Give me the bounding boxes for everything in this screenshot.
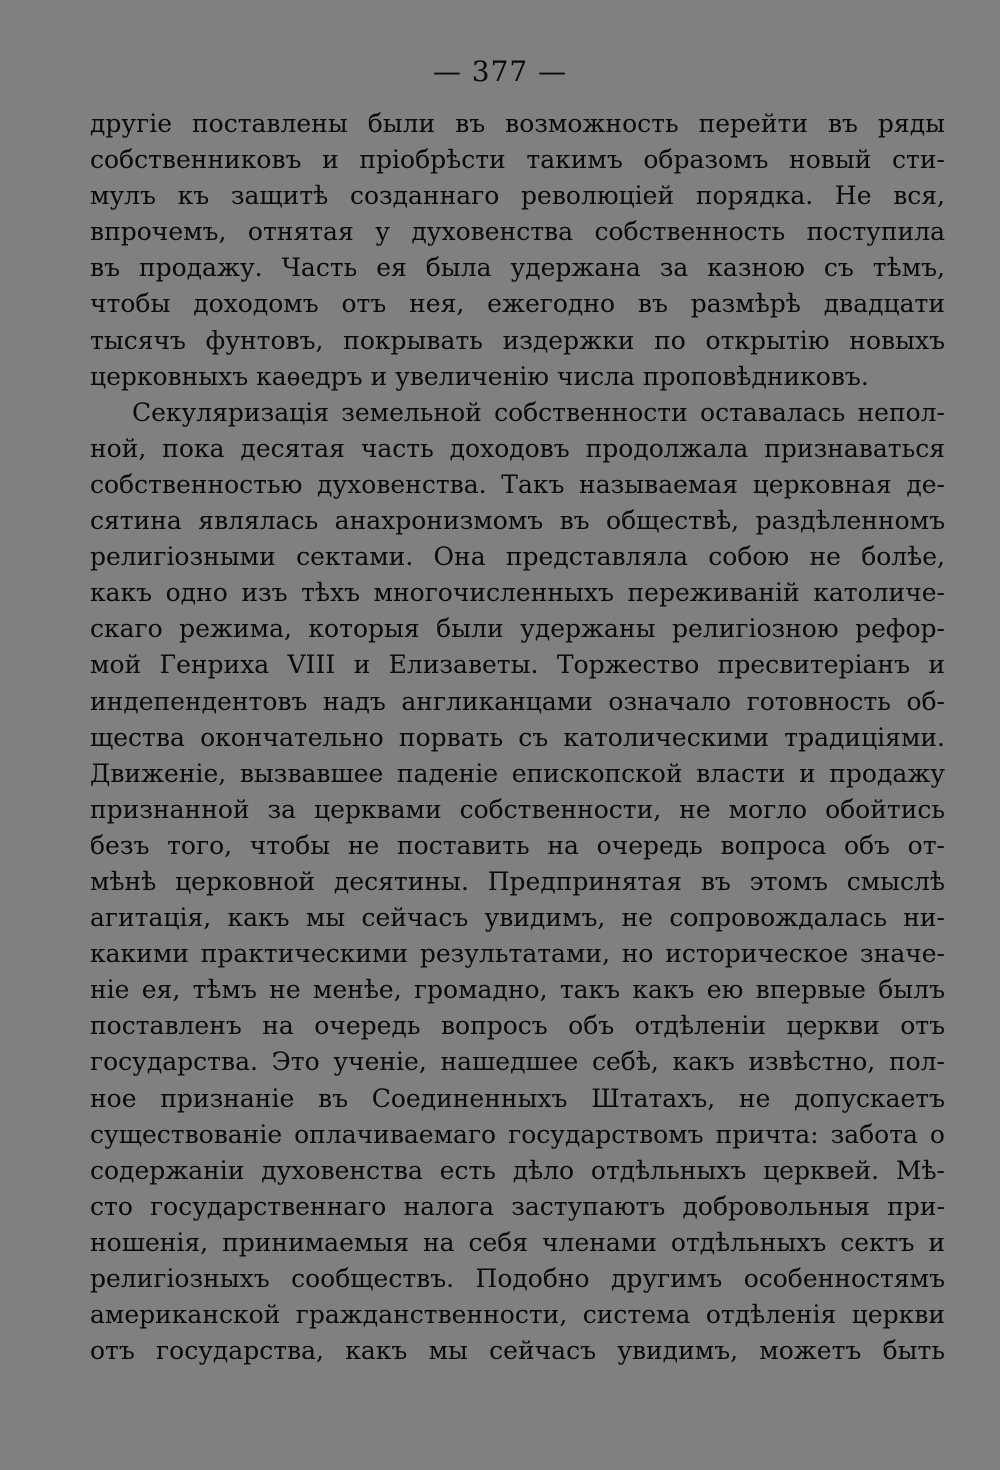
text-line: признанной за церквами собственности, не могло обойтись <box>90 794 945 824</box>
text-line: скаго режима, которыя были удержаны религіозною рефор- <box>90 614 945 644</box>
text-line: церковныхъ каѳедръ и увеличенію числа проповѣдниковъ. <box>90 361 869 391</box>
text-line: мулъ къ защитѣ созданнаго революціей порядка. Не вся, <box>90 181 945 211</box>
text-line: ніе ея, тѣмъ не менѣе, громадно, такъ какъ ею впервые былъ <box>90 975 945 1005</box>
text-line: ное признаніе въ Соединенныхъ Штатахъ, не допускаетъ <box>90 1083 945 1113</box>
text-line: какими практическими результатами, но историческое значе- <box>90 939 945 969</box>
text-line: ношенія, принимаемыя на себя членами отдѣльныхъ сектъ и <box>90 1227 945 1257</box>
paragraph-1 <box>90 106 945 395</box>
text-line: собственниковъ и пріобрѣсти такимъ образомъ новый сти- <box>90 145 945 175</box>
text-line: чтобы доходомъ отъ нея, ежегодно въ размѣрѣ двадцати <box>90 289 945 319</box>
text-line: мой Генриха VIII и Елизаветы. Торжество пресвитеріанъ и <box>90 650 945 680</box>
text-line: религіозныхъ сообществъ. Подобно другимъ особенностямъ <box>90 1264 945 1293</box>
text-line: сятина являлась анахронизмомъ въ обществѣ, раздѣленномъ <box>90 506 945 536</box>
text-line: американской гражданственности, система отдѣленія церкви <box>90 1300 945 1330</box>
text-line: собственностью духовенства. Такъ называемая церковная де- <box>90 469 945 499</box>
page-number: — 377 — <box>432 55 568 88</box>
text-line: индепендентовъ надъ англиканцами означало готовность об- <box>90 686 945 716</box>
text-line: агитація, какъ мы сейчасъ увидимъ, не сопровождалась ни- <box>90 903 945 933</box>
text-line: отъ государства, какъ мы сейчасъ увидимъ, можетъ быть <box>90 1336 945 1366</box>
text-line: въ продажу. Часть ея была удержана за казною съ тѣмъ, <box>90 253 945 283</box>
text-line: тысячъ фунтовъ, покрывать издержки по открытію новыхъ <box>90 325 945 355</box>
text-line: другіе поставлены были въ возможность перейти въ ряды <box>90 109 945 138</box>
text-line: ной, пока десятая часть доходовъ продолжала признаваться <box>90 433 945 463</box>
text-line: впрочемъ, отнятая у духовенства собственность поступила <box>90 217 945 247</box>
text-line: Движеніе, вызвавшее паденіе епископской власти и продажу <box>90 758 945 788</box>
text-line: государства. Это ученіе, нашедшее себѣ, какъ извѣстно, пол- <box>90 1047 945 1077</box>
text-line: сто государственнаго налога заступаютъ добровольныя при- <box>90 1191 945 1221</box>
text-line: содержаніи духовенства есть дѣло отдѣльныхъ церквей. Мѣ- <box>90 1155 945 1185</box>
text-line: религіозными сектами. Она представляла собою не болѣе, <box>90 542 945 572</box>
text-line: поставленъ на очередь вопросъ объ отдѣленіи церкви отъ <box>90 1011 945 1041</box>
text-line: безъ того, чтобы не поставить на очередь вопроса объ от- <box>90 830 945 860</box>
text-line: Секуляризація земельной собственности оставалась непол- <box>132 397 945 427</box>
text-line: мѣнѣ церковной десятины. Предпринятая въ этомъ смыслѣ <box>90 866 945 896</box>
body-text <box>90 106 945 1369</box>
text-line: существованіе оплачиваемаго государствомъ причта: забота о <box>90 1119 945 1149</box>
text-line: щества окончательно порвать съ католическими традиціями. <box>90 722 945 752</box>
paragraph-2 <box>90 395 945 1370</box>
text-line: какъ одно изъ тѣхъ многочисленныхъ переживаній католиче- <box>90 578 945 608</box>
